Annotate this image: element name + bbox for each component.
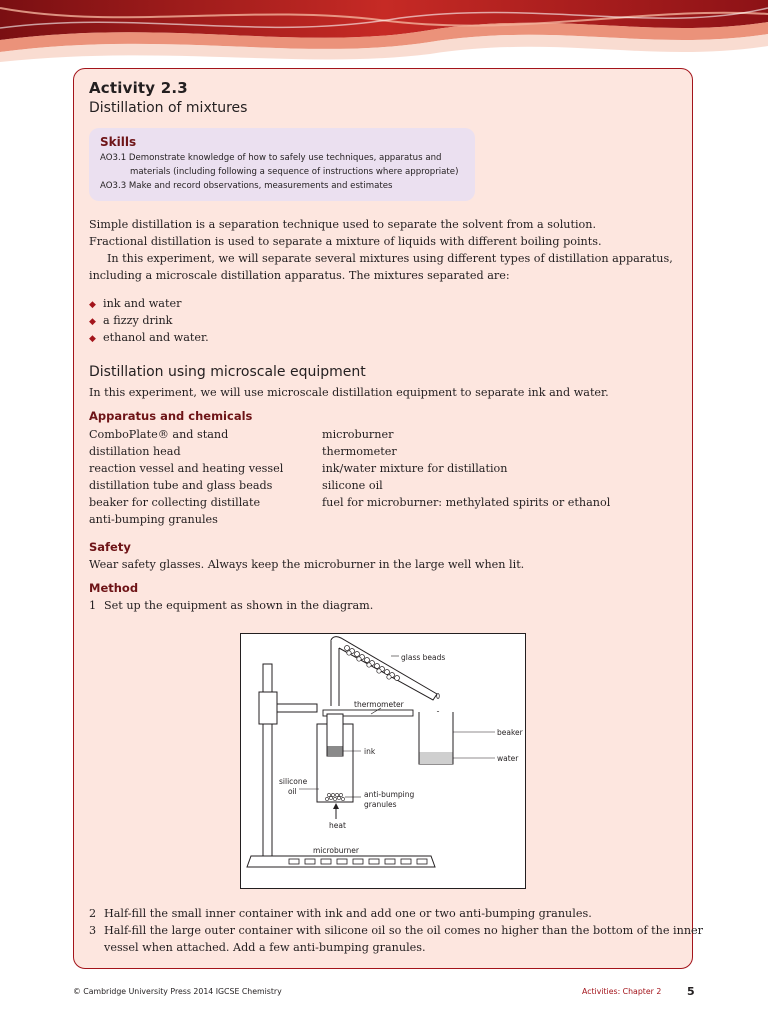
footer-copyright: © Cambridge University Press 2014 IGCSE Chemistry — [73, 987, 282, 996]
skill-item: AO3.3 Make and record observations, measurements and estimates — [100, 181, 393, 191]
label-ink: ink — [364, 747, 376, 756]
distillation-head — [331, 640, 339, 706]
activity-number: Activity 2.3 — [89, 79, 188, 97]
apparatus-item: anti-bumping granules — [89, 513, 218, 526]
section-intro: In this experiment, we will use microscale distillation equipment to separate ink and water. — [89, 386, 609, 399]
section-heading: Distillation using microscale equipment — [89, 364, 366, 380]
intro-line: In this experiment, we will separate several mixtures using different types of distillation apparatus, — [107, 252, 673, 265]
apparatus-item: reaction vessel and heating vessel — [89, 462, 284, 475]
label-microburner: microburner — [313, 846, 359, 855]
method-step-continuation: vessel when attached. Add a few anti-bumping granules. — [104, 941, 426, 954]
glass-beads — [345, 646, 400, 681]
clamp-arm — [277, 704, 317, 712]
method-step: 3 Half-fill the large outer container with silicone oil so the oil comes no higher than the bottom of the inner — [89, 924, 703, 937]
distillation-diagram — [240, 633, 526, 889]
footer-chapter: Activities: Chapter 2 — [582, 987, 662, 996]
plate-well — [353, 859, 363, 864]
label-glass-beads: glass beads — [401, 653, 446, 662]
list-item: ◆ ink and water — [89, 297, 182, 310]
heat-arrow-head — [333, 803, 339, 809]
droplet — [437, 694, 440, 699]
apparatus-item: thermometer — [322, 445, 397, 458]
plate-well — [417, 859, 427, 864]
diamond-bullet-icon: ◆ — [89, 300, 96, 310]
ink-liquid — [328, 746, 343, 756]
plate-well — [289, 859, 299, 864]
apparatus-item: microburner — [322, 428, 394, 441]
list-item: ◆ a fizzy drink — [89, 314, 173, 327]
safety-text: Wear safety glasses. Always keep the microburner in the large well when lit. — [89, 558, 525, 571]
apparatus-item: fuel for microburner: methylated spirits or ethanol — [322, 496, 611, 509]
decorative-banner — [0, 0, 768, 70]
skills-heading: Skills — [100, 135, 137, 149]
safety-heading: Safety — [89, 540, 131, 554]
plate-well — [369, 859, 379, 864]
apparatus-item: distillation head — [89, 445, 181, 458]
apparatus-item: ComboPlate® and stand — [89, 428, 229, 441]
activity-title: Distillation of mixtures — [89, 100, 248, 116]
intro-line: Fractional distillation is used to separate a mixture of liquids with different boiling points. — [89, 235, 602, 248]
page-number: 5 — [687, 985, 695, 998]
apparatus-item: ink/water mixture for distillation — [322, 462, 508, 475]
plate-well — [305, 859, 315, 864]
list-item: ◆ ethanol and water. — [89, 331, 209, 344]
label-beaker: beaker — [497, 728, 523, 737]
apparatus-item: beaker for collecting distillate — [89, 496, 261, 509]
plate-well — [385, 859, 395, 864]
skill-item: materials (including following a sequence of instructions where appropriate) — [130, 167, 459, 177]
diamond-bullet-icon: ◆ — [89, 317, 96, 327]
label-heat: heat — [329, 821, 346, 830]
intro-line: Simple distillation is a separation technique used to separate the solvent from a solution. — [89, 218, 597, 231]
method-step: 2 Half-fill the small inner container with ink and add one or two anti-bumping granules. — [89, 907, 592, 920]
skill-item: AO3.1 Demonstrate knowledge of how to safely use techniques, apparatus and — [100, 153, 442, 163]
label-silicone: silicone — [279, 777, 308, 786]
method-heading: Method — [89, 581, 139, 595]
plate-well — [401, 859, 411, 864]
plate-well — [337, 859, 347, 864]
method-step: 1 Set up the equipment as shown in the diagram. — [89, 599, 374, 612]
label-thermometer: thermometer — [354, 700, 404, 709]
intro-line: including a microscale distillation apparatus. The mixtures separated are: — [89, 269, 510, 282]
apparatus-item: distillation tube and glass beads — [89, 479, 273, 492]
label-anti-bumping: anti-bumping — [364, 790, 415, 799]
plate-well — [321, 859, 331, 864]
label-water: water — [497, 754, 519, 763]
water-in-beaker — [420, 752, 453, 764]
stand-clamp — [259, 692, 277, 724]
apparatus-heading: Apparatus and chemicals — [89, 409, 253, 423]
label-granules: granules — [364, 800, 397, 809]
diamond-bullet-icon: ◆ — [89, 334, 96, 344]
label-oil: oil — [288, 787, 297, 796]
apparatus-item: silicone oil — [322, 479, 383, 492]
